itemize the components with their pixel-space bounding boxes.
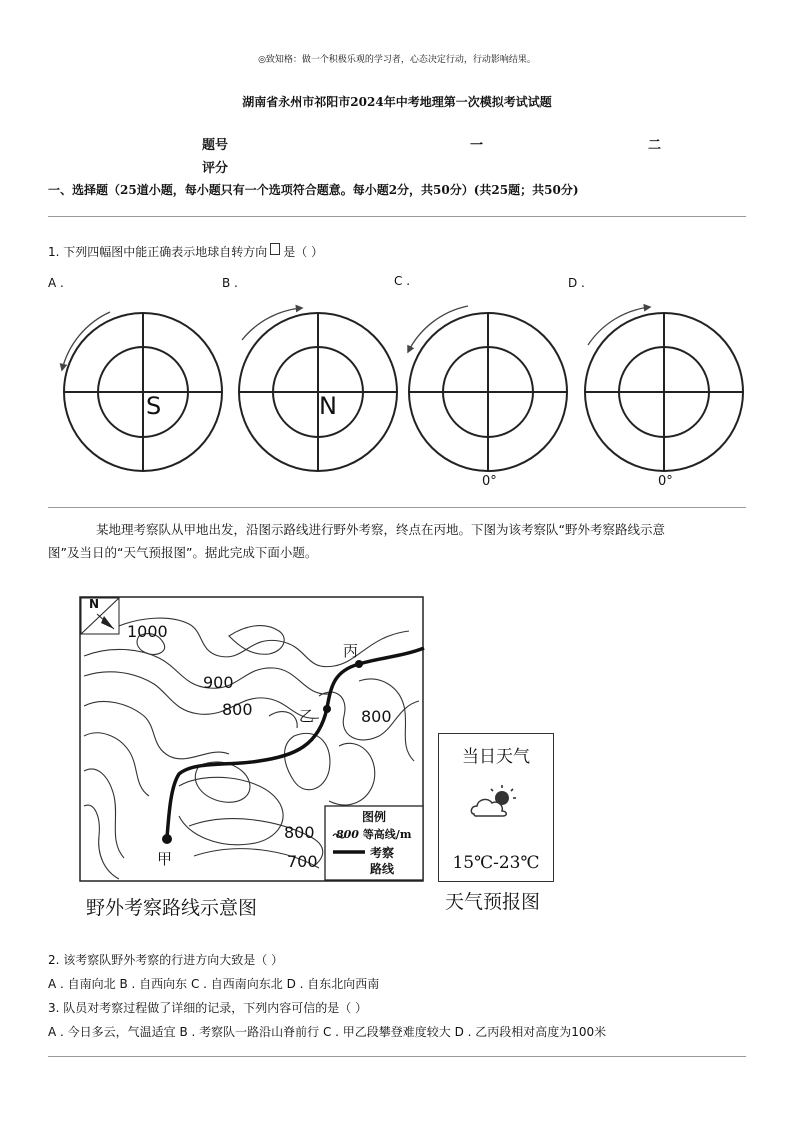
passage-line-1: 某地理考察队从甲地出发，沿图示路线进行野外考察，终点在丙地。下图为该考察队“野外考察路线示意 [96,522,665,537]
point-bing [355,660,363,668]
legend-route-text-1: 考察 [370,846,395,860]
divider [48,507,746,508]
header-motto: ◎致知格：做一个积极乐观的学习者，心态决定行动，行动影响结果。 [258,55,536,65]
contour-label-800b: 800 [361,707,392,726]
legend-title: 图例 [362,810,387,824]
diagram-d-meridian-label: 0° [658,474,673,489]
contour-label-900: 900 [203,673,234,692]
passage [48,518,748,564]
table-row-label-number: 题号 [202,138,229,153]
point-yi [323,705,331,713]
diagram-b-pole-label: N [319,392,337,420]
passage-line-2: 图”及当日的“天气预报图”。据此完成下面小题。 [48,545,318,560]
contour-label-800c: 800 [284,823,315,842]
contour-label-700: 700 [287,852,318,871]
option-b-letter[interactable]: B . [222,276,238,290]
point-jia [162,834,172,844]
diagram-c [408,306,567,471]
option-d-letter[interactable]: D . [568,276,585,290]
map-caption: 野外考察路线示意图 [86,897,258,919]
blank-box-icon [270,243,280,255]
question-1-stem-text: 1. 下列四幅图中能正确表示地球自转方向 [48,245,268,259]
diagram-a [62,312,222,471]
exam-title: 湖南省永州市祁阳市2024年中考地理第一次模拟考试试题 [242,95,552,109]
question-2-stem: 2. 该考察队野外考察的行进方向大致是（ ） [48,953,284,967]
legend-contour-value: 800 [336,828,359,841]
question-2-options[interactable]: A . 自南向北 B . 自西向东 C . 自西南向东北 D . 自东北向西南 [48,977,380,991]
question-3-options[interactable]: A . 今日多云，气温适宜 B . 考察队一路沿山脊前行 C . 甲乙段攀登难度较大 D . 乙丙段相对高度为100米 [48,1025,607,1039]
question-3-stem: 3. 队员对考察过程做了详细的记录，下列内容可信的是（ ） [48,1001,368,1015]
legend-contour-text: 等高线/m [362,828,412,841]
place-label-jia: 甲 [157,850,173,868]
place-label-yi: 乙 [299,707,315,725]
section-heading: 一、选择题（25道小题，每小题只有一个选项符合题意。每小题2分，共50分）(共25题；共50分) [48,183,579,197]
question-1-stem [48,243,323,260]
diagram-c-meridian-label: 0° [482,474,497,489]
table-col-1: 一 [470,138,484,153]
contour-label-800a: 800 [222,700,253,719]
divider [48,1056,746,1057]
north-label: N [89,597,100,611]
weather-temperature: 15℃-23℃ [452,853,540,873]
partly-cloudy-icon [466,784,526,824]
diagram-a-pole-label: S [146,392,162,420]
diagram-b [239,308,397,471]
weather-title: 当日天气 [462,747,530,767]
divider [48,216,746,217]
option-a-letter[interactable]: A . [48,276,64,290]
weather-caption: 天气预报图 [445,891,541,913]
table-row-label-score: 评分 [202,161,229,176]
table-col-2: 二 [648,138,662,153]
legend-contour [336,826,411,842]
contour-label-1000: 1000 [127,622,168,641]
question-1-stem-tail: 是（ ） [283,245,324,259]
option-c-letter[interactable]: C . [394,274,411,288]
place-label-bing: 丙 [343,642,359,660]
diagram-d [585,307,743,471]
legend-route-text-2: 路线 [370,862,395,876]
